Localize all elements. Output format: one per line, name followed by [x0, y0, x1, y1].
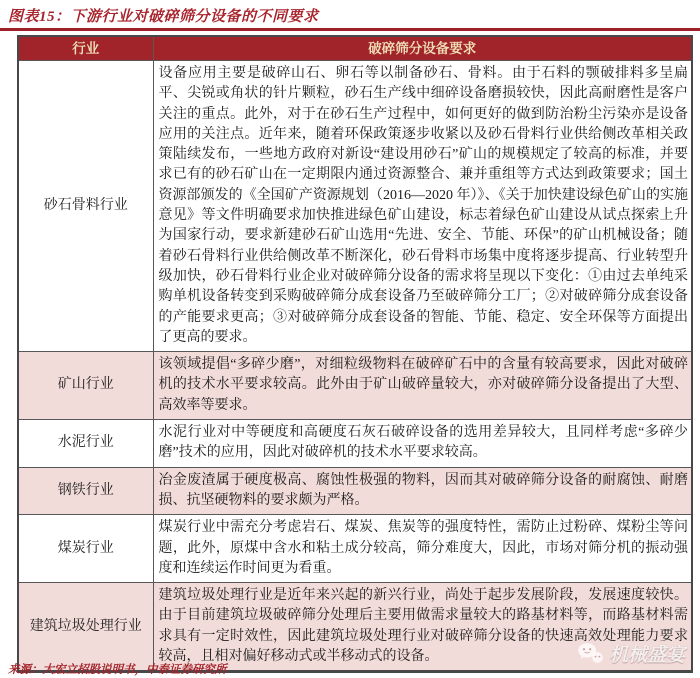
industry-cell: 水泥行业 [18, 420, 153, 468]
industry-cell: 煤炭行业 [18, 515, 153, 583]
industry-cell: 砂石骨料行业 [18, 61, 153, 352]
source-note: 来源：大宏立招股说明书，中泰证券研究所 [8, 664, 227, 676]
requirement-cell: 该领域提倡“多碎少磨”，对细粒级物料在破碎矿石中的含量有较高要求，因此对破碎机的技术水平要求较高。此外由于矿山破碎量较大，亦对破碎筛分设备提出了大型、高效率等要求。 [153, 352, 692, 420]
table-row [18, 467, 692, 515]
table-body [18, 61, 692, 672]
table-row [18, 583, 692, 672]
title-divider [0, 28, 700, 31]
watermark-label: 机械盛宴 [608, 645, 685, 667]
requirements-table-wrap [17, 35, 693, 673]
requirement-cell: 煤炭行业中需充分考虑岩石、煤炭、焦炭等的强度特性，需防止过粉碎、煤粉尘等问题，此外，原煤中含水和粘土成分较高，筛分难度大，因此，市场对筛分机的振动强度和连续运作时间更为看重。 [153, 515, 692, 583]
table-row [18, 515, 692, 583]
requirement-cell: 设备应用主要是破碎山石、卵石等以制备砂石、骨料。由于石料的颚破排料多呈扁平、尖锐或角状的针片颗粒，砂石生产线中细碎设备磨损较快，因此高耐磨性是客户关注的重点。此外，对于在砂石生产过程中，如何更好的做到防治粉尘污染亦是设备应用的关注点。近年来，随着环保政策逐步收紧以及砂石骨料行业供给侧改革相关政策陆续发布，一些地方政府对新设“建设用砂石”矿山的规模规定了较高的标准，并要求已有的砂石矿山在一定期限内通过资源整合、兼并重组等方式达到政策要求；国土资源部颁发的《全国矿产资源规划（2016—2020 年）》、《关于加快建设绿色矿山的实施意见》等文件明确要求加快推进绿色矿山建设，标志着绿色矿山建设从试点探索上升为国家行动，要求新建砂石矿山选用“先进、安全、节能、环保”的矿山机械设备；随着砂石骨料行业供给侧改革不断深化，砂石骨料市场集中度将逐步提高、行业转型升级加快，砂石骨料行业企业对破碎筛分设备的需求将呈现以下变化：①由过去单纯采购单机设备转变到采购破碎筛分成套设备乃至破碎筛分工厂；②对破碎筛分成套设备的产能要求更高；③对破碎筛分成套设备的智能、节能、稳定、安全环保等方面提出了更高的要求。 [153, 61, 692, 352]
col-header-industry: 行业 [18, 36, 153, 61]
industry-cell: 矿山行业 [18, 352, 153, 420]
industry-cell: 建筑垃圾处理行业 [18, 583, 153, 672]
table-row [18, 420, 692, 468]
requirement-cell: 建筑垃圾处理行业是近年来兴起的新兴行业，尚处于起步发展阶段，发展速度较快。由于目前建筑垃圾破碎筛分处理后主要用做需求量较大的路基材料等，而路基材料需求具有一定时效性，因此建筑垃圾处理行业对破碎筛分设备的快速高效处理能力要求较高，且相对偏好移动式或半移动式的设备。 [153, 583, 692, 672]
requirement-cell: 水泥行业对中等硬度和高硬度石灰石破碎设备的选用差异较大，且同样考虑“多碎少磨”技术的应用，因此对破碎机的技术水平要求较高。 [153, 420, 692, 468]
table-row [18, 352, 692, 420]
chart-title: 图表15：下游行业对破碎筛分设备的不同要求 [8, 9, 319, 25]
table-row [18, 61, 692, 352]
requirement-cell: 冶金废渣属于硬度极高、腐蚀性极强的物料，因而其对破碎筛分设备的耐腐蚀、耐磨损、抗坚硬物料的要求颇为严格。 [153, 467, 692, 515]
industry-cell: 钢铁行业 [18, 467, 153, 515]
requirements-table [17, 35, 693, 673]
col-header-requirement: 破碎筛分设备要求 [153, 36, 692, 61]
table-header-row [18, 36, 692, 61]
